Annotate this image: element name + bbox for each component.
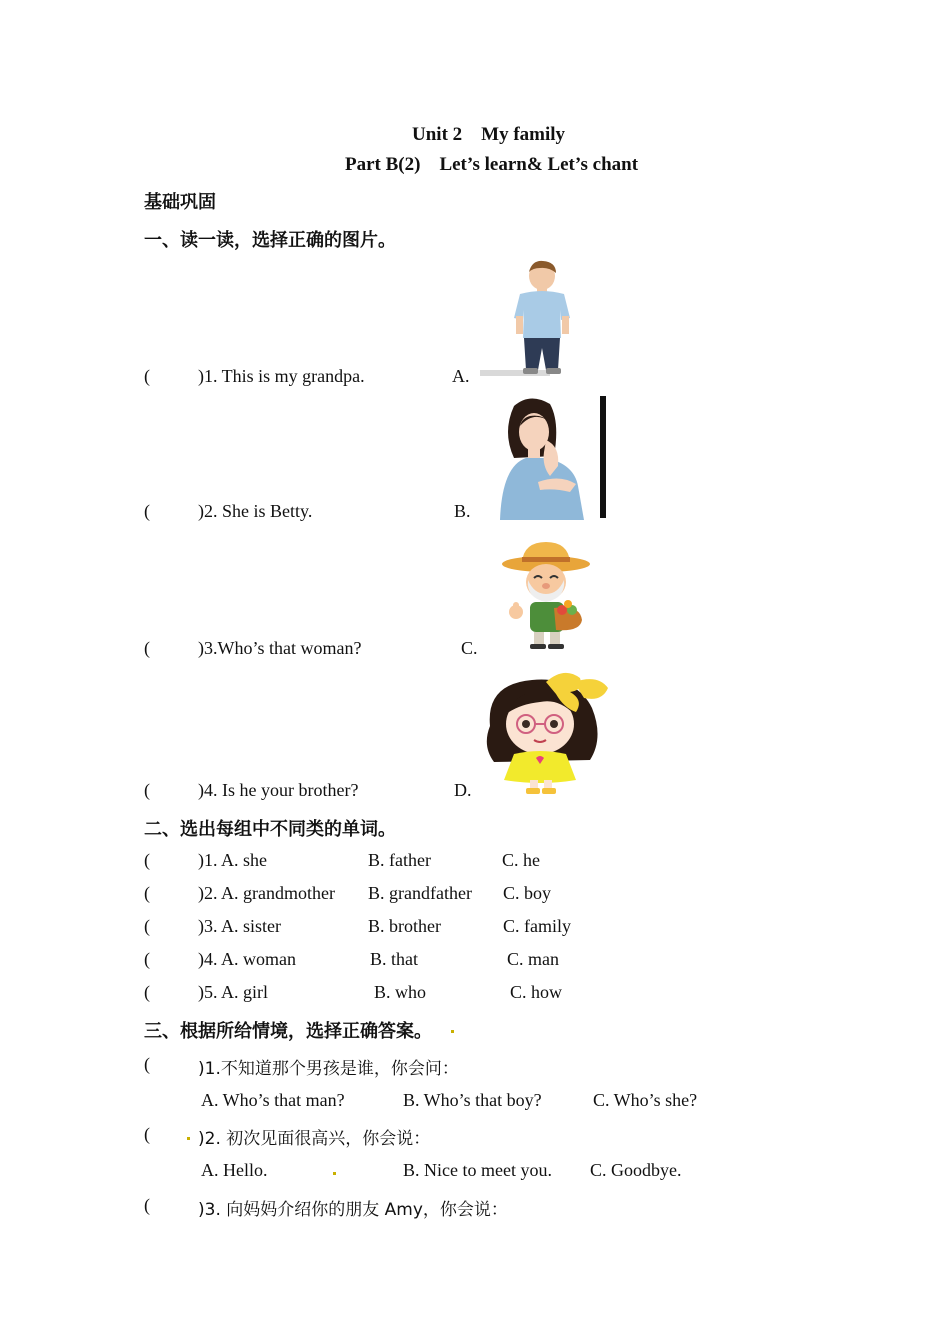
s2-row1-a: )1. A. she	[198, 850, 267, 870]
section-basic-heading: 基础巩固	[144, 192, 216, 213]
yellow-dot-mark	[333, 1172, 336, 1175]
s3-q2-b: B. Nice to meet you.	[403, 1160, 552, 1180]
s3-q1-paren: (	[144, 1054, 150, 1074]
s2-row2-c: C. boy	[503, 883, 552, 903]
section3-title: 三、根据所给情境，选择正确答案。	[144, 1021, 432, 1042]
s3-q2-c: C. Goodbye.	[590, 1160, 682, 1180]
s3-q1-a: A. Who’s that man?	[201, 1090, 345, 1110]
q4-paren: (	[144, 780, 150, 800]
s2-row2-paren: (	[144, 883, 150, 903]
q3-option: C.	[461, 638, 478, 658]
s2-row1-c: C. he	[502, 850, 540, 870]
unit-title	[412, 124, 565, 146]
grandpa-cartoon	[496, 540, 614, 652]
s2-row2-a: )2. A. grandmother	[198, 883, 335, 903]
unit-title-first: M	[481, 124, 500, 145]
s3-q1-text: )1.不知道那个男孩是谁，你会问：	[198, 1059, 459, 1079]
unit-number: Unit 2	[412, 124, 463, 145]
s3-q1-c: C. Who’s she?	[593, 1090, 698, 1110]
s2-row5-c: C. how	[510, 982, 563, 1002]
q3-paren: (	[144, 638, 150, 658]
unit-title-rest: y family	[499, 124, 566, 145]
q2-paren: (	[144, 501, 150, 521]
part-title	[345, 154, 638, 176]
s2-row4-paren: (	[144, 949, 150, 969]
q2-option: B.	[454, 501, 471, 521]
yellow-dot-mark	[451, 1030, 454, 1033]
part-number: Part B(2)	[345, 154, 421, 175]
s2-row4-b: B. that	[370, 949, 418, 969]
s2-row5-b: B. who	[374, 982, 427, 1002]
s2-row5-paren: (	[144, 982, 150, 1002]
section1-title: 一、读一读，选择正确的图片。	[144, 230, 396, 251]
s2-row2-b: B. grandfather	[368, 883, 472, 903]
section2-title: 二、选出每组中不同类的单词。	[144, 819, 396, 840]
q1-option: A.	[452, 366, 470, 386]
girl-cartoon	[480, 668, 616, 798]
woman-photo	[494, 396, 610, 520]
s2-row1-paren: (	[144, 850, 150, 870]
q4-text: )4. Is he your brother?	[198, 780, 359, 800]
s2-row5-a: )5. A. girl	[198, 982, 268, 1002]
q3-text: )3.Who’s that woman?	[198, 638, 362, 658]
s2-row4-a: )4. A. woman	[198, 949, 296, 969]
q1-text: )1. This is my grandpa.	[198, 366, 365, 386]
s2-row3-c: C. family	[503, 916, 571, 936]
yellow-dot-mark	[187, 1137, 190, 1140]
s3-q2-paren: (	[144, 1124, 150, 1144]
part-subtitle: Let’s learn& Let’s chant	[439, 154, 639, 175]
q2-text: )2. She is Betty.	[198, 501, 313, 521]
s3-q1-b: B. Who’s that boy?	[403, 1090, 542, 1110]
boy-photo	[476, 258, 586, 380]
s3-q2-text: )2. 初次见面很高兴，你会说：	[198, 1129, 431, 1149]
s3-q2-a: A. Hello.	[201, 1160, 268, 1180]
q4-option: D.	[454, 780, 472, 800]
s2-row3-b: B. brother	[368, 916, 441, 936]
s3-q3-text: )3. 向妈妈介绍你的朋友 Amy，你会说：	[198, 1200, 508, 1220]
s2-row3-a: )3. A. sister	[198, 916, 281, 936]
q1-paren: (	[144, 366, 150, 386]
s2-row3-paren: (	[144, 916, 150, 936]
s2-row4-c: C. man	[507, 949, 559, 969]
s3-q3-paren: (	[144, 1195, 150, 1215]
s2-row1-b: B. father	[368, 850, 431, 870]
